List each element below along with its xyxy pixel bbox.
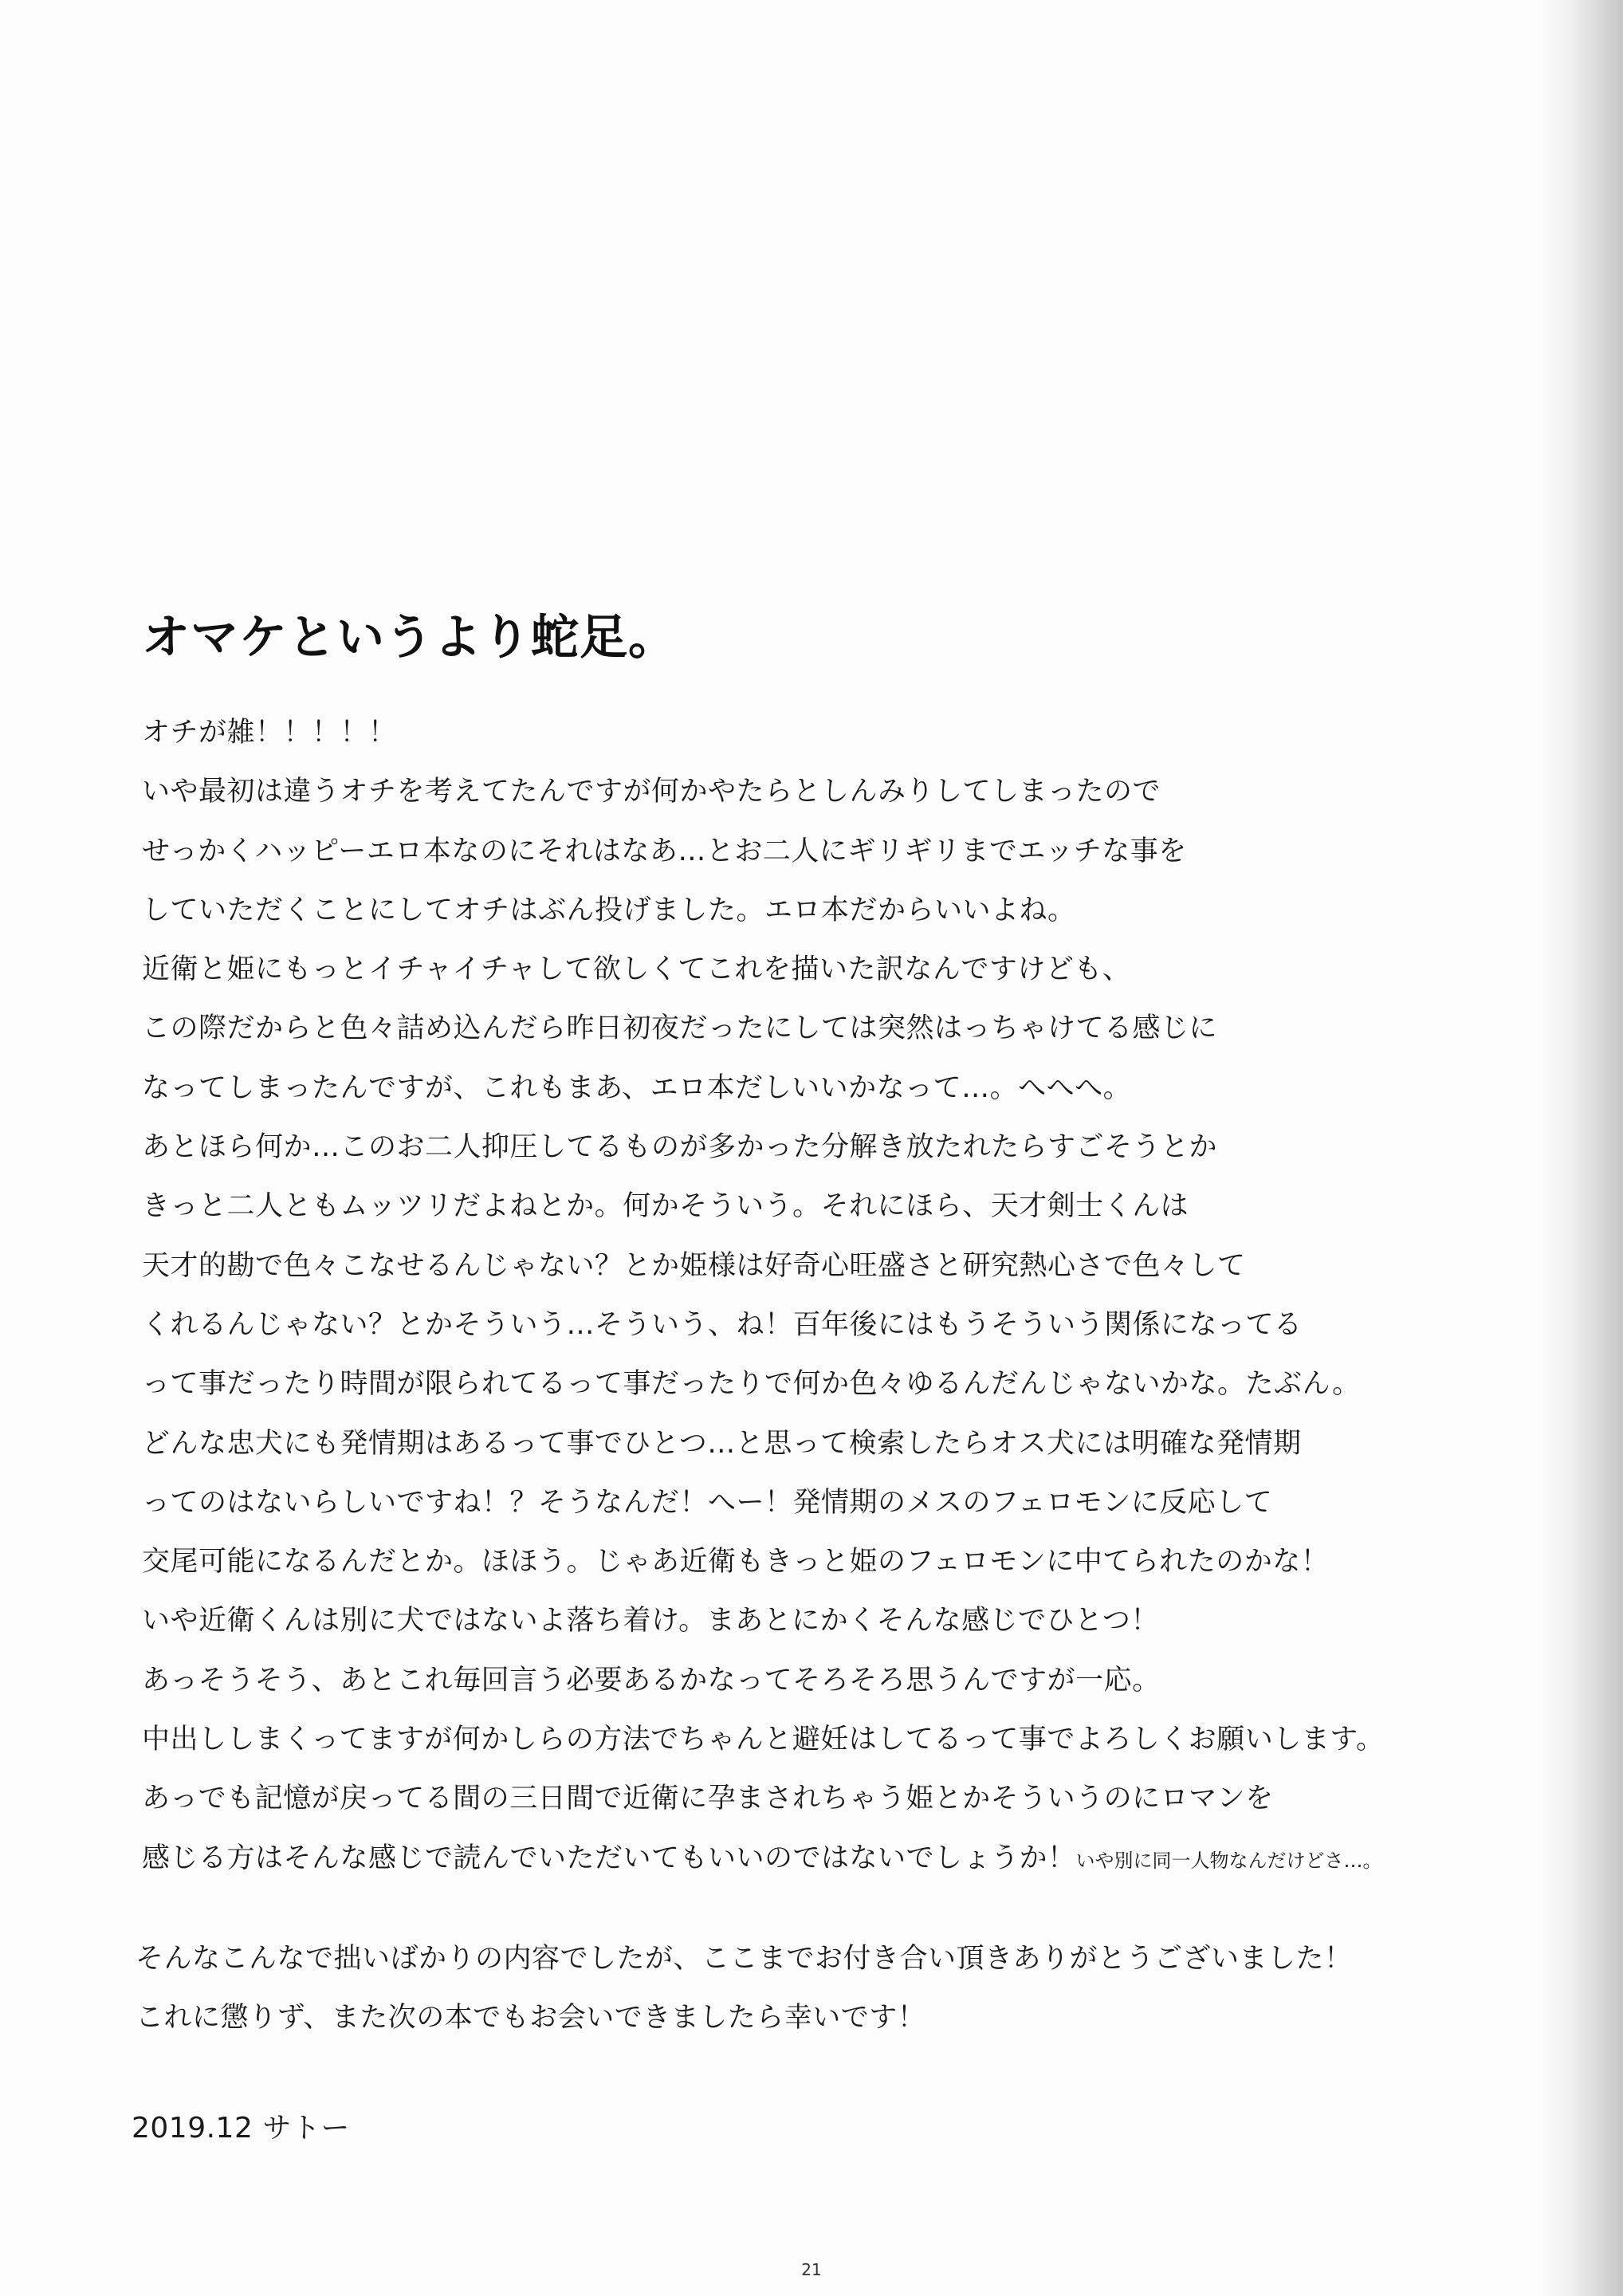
body-line: いや近衛くんは別に犬ではないよ落ち着け。まあとにかくそんな感じでひとつ！	[142, 1605, 1159, 1637]
afterword-body	[142, 703, 1449, 1888]
page-spine-shadow	[1535, 0, 1623, 2296]
body-line: この際だからと色々詰め込んだら昨日初夜だったにしては突然はっちゃけてる感じに	[142, 1012, 1218, 1045]
body-line: していただくことにしてオチはぶん投げました。エロ本だからいいよね。	[142, 894, 1076, 926]
body-line: 中出ししまくってますが何かしらの方法でちゃんと避妊はしてるって事でよろしくお願いします。	[142, 1724, 1385, 1756]
body-line: くれるんじゃない？とかそういう…そういう、ね！百年後にはもうそういう関係になってる	[142, 1308, 1303, 1341]
body-line: 交尾可能になるんだとか。ほほう。じゃあ近衛もきっと姫のフェロモンに中てられたのかな！	[142, 1546, 1330, 1578]
body-line-main: 感じる方はそんな感じで読んでいただいてもいいのではないでしょうか！	[142, 1842, 1076, 1874]
signature-date-author: 2019.12 サトー	[132, 2112, 350, 2145]
body-line	[142, 1829, 1449, 1888]
body-line: せっかくハッピーエロ本なのにそれはなあ…とお二人にギリギリまでエッチな事を	[142, 835, 1187, 867]
body-line: あっそうそう、あとこれ毎回言う必要あるかなってそろそろ思うんですが一応。	[142, 1664, 1161, 1696]
body-line: あとほら何か…このお二人抑圧してるものが多かった分解き放たれたらすごそうとか	[142, 1131, 1218, 1164]
closing-line: そんなこんなで拙いばかりの内容でしたが、ここまでお付き合い頂きありがとうございました！	[136, 1943, 1353, 1975]
closing-line: これに懲りず、また次の本でもお会いできましたら幸いです！	[136, 2002, 926, 2034]
afterword-title: オマケというより蛇足。	[142, 610, 677, 666]
body-line: きっと二人ともムッツリだよねとか。何かそういう。それにほら、天才剣士くんは	[142, 1190, 1189, 1223]
body-line: あっでも記憶が戻ってる間の三日間で近衛に孕まされちゃう姫とかそういうのにロマンを	[142, 1783, 1274, 1815]
body-line: なってしまったんですが、これもまあ、エロ本だしいいかなって…。へへへ。	[142, 1071, 1132, 1104]
body-line: いや最初は違うオチを考えてたんですが何かやたらとしんみりしてしまったので	[142, 776, 1161, 808]
body-line: 天才的勘で色々こなせるんじゃない？とか姫様は好奇心旺盛さと研究熱心さで色々して	[142, 1249, 1246, 1282]
body-line: 近衛と姫にもっとイチャイチャして欲しくてこれを描いた訳なんですけども、	[142, 953, 1131, 986]
body-line: どんな忠犬にも発情期はあるって事でひとつ…と思って検索したらオス犬には明確な発情期	[142, 1427, 1302, 1460]
body-line: って事だったり時間が限られてるって事だったりで何か色々ゆるんだんじゃないかな。たぶん。	[142, 1368, 1361, 1401]
page-number: 21	[801, 2260, 822, 2279]
body-line: ってのはないらしいですね！？そうなんだ！へー！発情期のメスのフェロモンに反応して	[142, 1486, 1273, 1519]
body-line-aside: いや別に同一人物なんだけどさ…。	[1075, 1849, 1382, 1872]
body-line: オチが雑！！！！！	[142, 717, 397, 749]
closing-message	[136, 1929, 1459, 2047]
